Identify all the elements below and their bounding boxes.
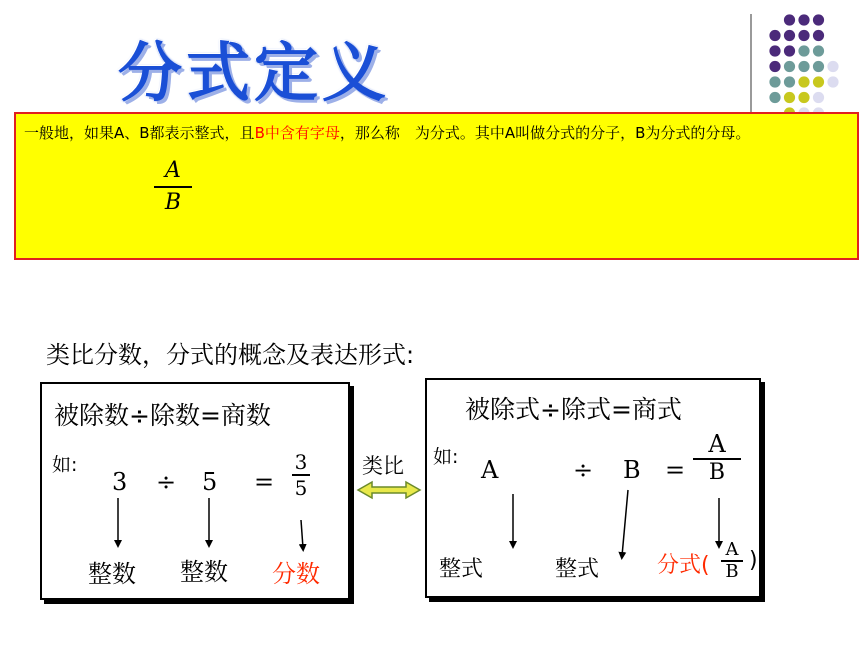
decorative-dot	[798, 61, 809, 72]
right-dividend: A	[481, 456, 499, 484]
left-dividend: 3	[112, 468, 128, 496]
right-label-denominator: B	[725, 561, 739, 582]
left-formula: 被除数÷除数=商数	[54, 401, 271, 430]
fraction-number-panel	[40, 382, 350, 600]
right-label-divisor: 整式	[555, 557, 600, 582]
decorative-dot	[784, 30, 795, 41]
left-example-prefix: 如:	[52, 454, 78, 476]
fraction-bar	[154, 186, 192, 188]
left-label-result: 分数	[272, 560, 320, 588]
decorative-dot	[784, 45, 795, 56]
decorative-dot	[798, 45, 809, 56]
analogy-heading: 类比分数，分式的概念及表达形式:	[46, 341, 415, 369]
decorative-dot	[813, 76, 824, 87]
right-label-dividend: 整式	[439, 557, 484, 582]
right-divisor: B	[623, 456, 641, 484]
decorative-dot	[784, 92, 795, 103]
decorative-dot	[784, 76, 795, 87]
decorative-dot	[813, 92, 824, 103]
decorative-dot	[798, 76, 809, 87]
left-result-denominator: 5	[294, 476, 308, 500]
slide-title: 分式定义	[118, 37, 390, 111]
decorative-dot	[784, 14, 795, 25]
analogy-label: 类比	[362, 454, 404, 478]
left-label-divisor: 整数	[180, 558, 228, 586]
right-label-numerator: A	[725, 539, 739, 560]
definition-fraction	[154, 158, 192, 216]
right-equals: =	[665, 456, 686, 484]
divider-line	[750, 14, 752, 114]
left-equals: =	[254, 468, 275, 496]
left-result-numerator: 3	[294, 450, 308, 474]
decorative-dot	[798, 30, 809, 41]
decorative-dot	[769, 76, 780, 87]
double-arrow-icon	[358, 482, 420, 498]
right-label-result	[657, 548, 710, 579]
right-result-numerator: A	[708, 430, 726, 458]
decorative-dot	[784, 61, 795, 72]
decorative-dot	[813, 45, 824, 56]
left-divisor: 5	[202, 468, 218, 496]
right-example-prefix: 如:	[433, 446, 459, 468]
decorative-dot	[813, 61, 824, 72]
decorative-dot	[769, 45, 780, 56]
definition-text	[24, 122, 856, 144]
decorative-dot	[813, 14, 824, 25]
decorative-dot	[827, 61, 838, 72]
decorative-dot	[798, 92, 809, 103]
fraction-numerator: A	[165, 158, 181, 183]
definition-text-part2: ，那么称 为分式。其中A叫做分式的分子，B为分式的分母。	[339, 124, 751, 142]
decorative-dot	[827, 76, 838, 87]
algebraic-fraction-panel	[425, 378, 761, 598]
right-label-result-text: 分式(	[657, 553, 710, 578]
decorative-dot	[798, 14, 809, 25]
fraction-denominator: B	[164, 190, 182, 215]
right-divide-sign: ÷	[573, 456, 594, 484]
definition-highlight: B中含有字母	[254, 124, 340, 142]
right-formula: 被除式÷除式=商式	[465, 395, 682, 424]
decorative-dot	[769, 61, 780, 72]
left-result-fraction	[292, 450, 310, 500]
left-divide-sign: ÷	[156, 468, 177, 496]
right-label-fraction	[721, 540, 743, 582]
decorative-dot	[769, 30, 780, 41]
decorative-dot	[813, 30, 824, 41]
left-label-dividend: 整数	[88, 560, 136, 588]
right-label-close-paren: )	[749, 548, 758, 573]
right-result-denominator: B	[708, 460, 726, 485]
decorative-dot	[769, 92, 780, 103]
definition-box	[14, 112, 859, 260]
right-result-fraction	[693, 430, 741, 486]
definition-text-part1: 一般地，如果A、B都表示整式，且	[24, 124, 255, 142]
